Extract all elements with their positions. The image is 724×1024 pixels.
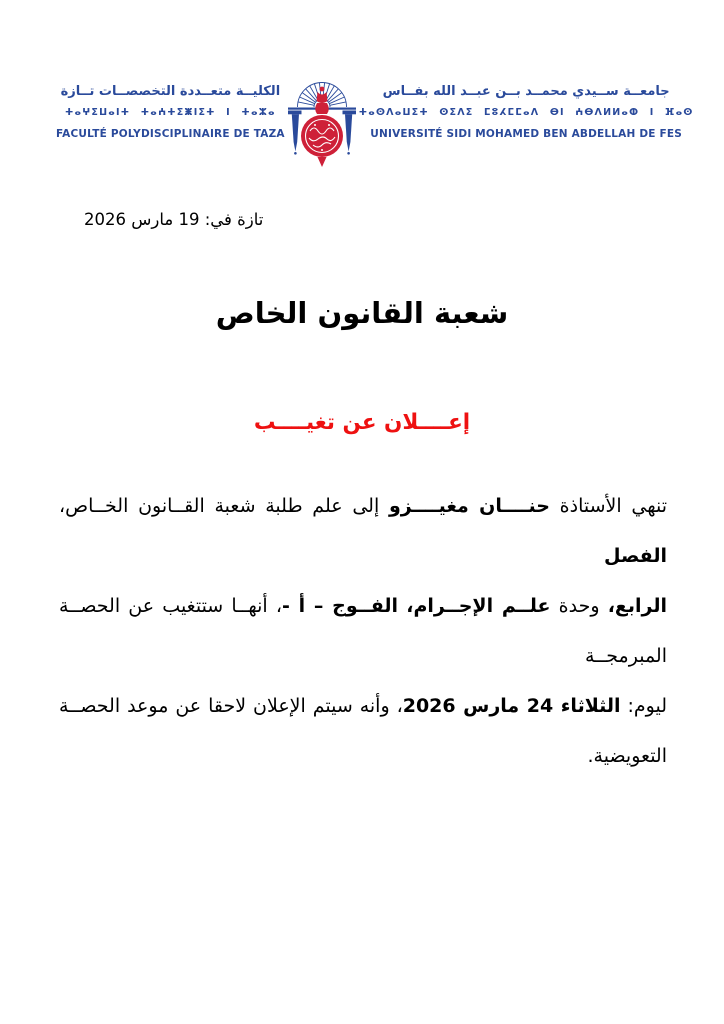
letterhead: [56, 84, 694, 182]
body-text-bold: الفصل: [603, 545, 667, 567]
department-title: شعبة القانون الخاص: [215, 296, 509, 330]
date-line: تازة في: 19 مارس 2026: [84, 210, 264, 229]
university-name-arabic: جامعــة ســيدي محمــد بــن عبــد الله بفــاس: [382, 84, 670, 99]
body-text: ، أنهــا ستتغيب عن الحصــة المبرمجــة: [59, 595, 667, 667]
body-text: التعويضية.: [587, 745, 667, 767]
university-emblem-logo: [287, 80, 357, 182]
faculty-name-arabic: الكليــة متعــددة التخصصــات تــازة: [60, 84, 281, 99]
university-emblem-icon: [287, 80, 357, 178]
body-text: وحدة: [550, 595, 608, 617]
body-text-bold: الرابع،: [607, 595, 667, 617]
body-line: [59, 681, 667, 731]
body-text: إلى علم طلبة شعبة القــانون الخــاص،: [59, 495, 389, 517]
university-block: [359, 84, 694, 140]
body-paragraph: [59, 481, 667, 781]
announcement-title: إعــــلان عن تغيــــب: [253, 410, 471, 435]
body-text-bold: حنــــان مغيــــزو: [388, 495, 550, 517]
body-text-bold: الثلاثاء 24 مارس 2026: [402, 695, 621, 717]
body-line: [59, 731, 667, 781]
body-text: ، وأنه سيتم الإعلان لاحقا عن موعد الحصــة: [59, 695, 403, 717]
body-line: [59, 481, 667, 581]
faculty-name-tifinagh: ⵜⴰⵖⵉⵡⴰⵏⵜ ⵜⴰⵄⵜⵉⵥⵏⵉⵜ ⵏ ⵜⴰⵣⴰ: [64, 107, 276, 118]
body-text: ليوم:: [620, 695, 667, 717]
university-name-tifinagh: ⵜⴰⵙⴷⴰⵡⵉⵜ ⵙⵉⴷⵉ ⵎⵓⵃⵎⵎⴰⴷ ⴱⵏ ⵄⴱⴷⵍⵍⴰⵀ ⵏ ⴼⴰⵙ: [358, 107, 694, 118]
faculty-block: [56, 84, 285, 140]
faculty-name-french: FACULTÉ POLYDISCIPLINAIRE DE TAZA: [56, 128, 285, 140]
body-text: تنهي الأستاذة: [549, 495, 667, 517]
body-text-bold: الفــوج – أ -: [281, 595, 399, 617]
body-text-bold: علــم الإجــرام،: [406, 595, 551, 617]
university-name-french: UNIVERSITÉ SIDI MOHAMED BEN ABDELLAH DE FES: [370, 128, 682, 140]
body-line: [59, 581, 667, 681]
